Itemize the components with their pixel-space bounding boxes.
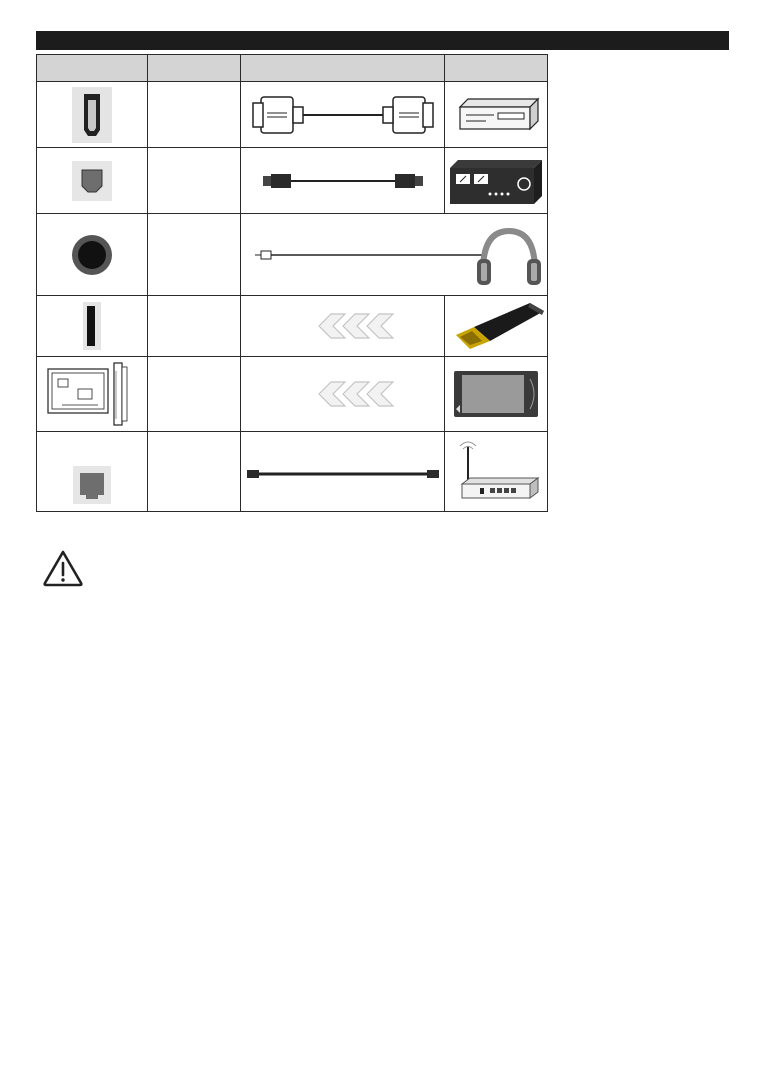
header-type	[148, 55, 241, 82]
audio-amplifier-icon	[446, 152, 546, 210]
ethernet-port-icon	[67, 436, 117, 508]
spdif-port-cell	[37, 148, 148, 214]
hdmi-port-cell	[37, 82, 148, 148]
connections-table	[36, 54, 548, 512]
ethernet-device-cell	[445, 432, 548, 512]
hdmi-device-cell	[445, 82, 548, 148]
ci-slot-icon	[42, 359, 142, 429]
usb-port-cell	[37, 296, 148, 357]
hdmi-cable-cell	[241, 82, 445, 148]
ci-device-cell	[445, 357, 548, 432]
headphone-port-cell	[37, 214, 148, 296]
header-connector	[37, 55, 148, 82]
spdif-device-cell	[445, 148, 548, 214]
table-row	[37, 296, 548, 357]
header-cable	[241, 55, 445, 82]
headphones-icon	[477, 231, 541, 285]
usb-type-cell	[148, 296, 241, 357]
router-icon	[448, 436, 544, 508]
dvd-player-icon	[448, 85, 544, 145]
headphone-type-cell	[148, 214, 241, 296]
ethernet-cable-icon	[243, 437, 443, 507]
table-row	[37, 357, 548, 432]
insert-arrows-icon	[243, 301, 443, 351]
ci-cable-cell	[241, 357, 445, 432]
hdmi-port-icon	[70, 84, 114, 146]
spdif-type-cell	[148, 148, 241, 214]
usb-port-icon	[77, 298, 107, 354]
usb-cable-cell	[241, 296, 445, 357]
usb-device-cell	[445, 296, 548, 357]
spdif-cable-cell	[241, 148, 445, 214]
table-row	[37, 214, 548, 296]
ci-port-cell	[37, 357, 148, 432]
usb-stick-icon	[446, 297, 546, 355]
table-row	[37, 148, 548, 214]
cam-module-icon	[448, 365, 544, 423]
optical-port-icon	[70, 159, 114, 203]
headphone-jack-icon	[67, 230, 117, 280]
hdmi-cable-icon	[243, 83, 443, 147]
insert-arrows-icon	[243, 369, 443, 419]
ethernet-port-cell	[37, 432, 148, 512]
section-title-bar	[36, 31, 729, 50]
ci-type-cell	[148, 357, 241, 432]
warning-triangle-icon	[42, 548, 84, 588]
headphone-cable-cell	[241, 214, 548, 296]
headphone-cable-icon	[241, 215, 547, 295]
hdmi-type-cell	[148, 82, 241, 148]
table-row	[37, 82, 548, 148]
ethernet-type-cell	[148, 432, 241, 512]
ethernet-cable-cell	[241, 432, 445, 512]
header-device	[445, 55, 548, 82]
table-row	[37, 432, 548, 512]
optical-cable-icon	[243, 161, 443, 201]
table-header-row	[37, 55, 548, 82]
